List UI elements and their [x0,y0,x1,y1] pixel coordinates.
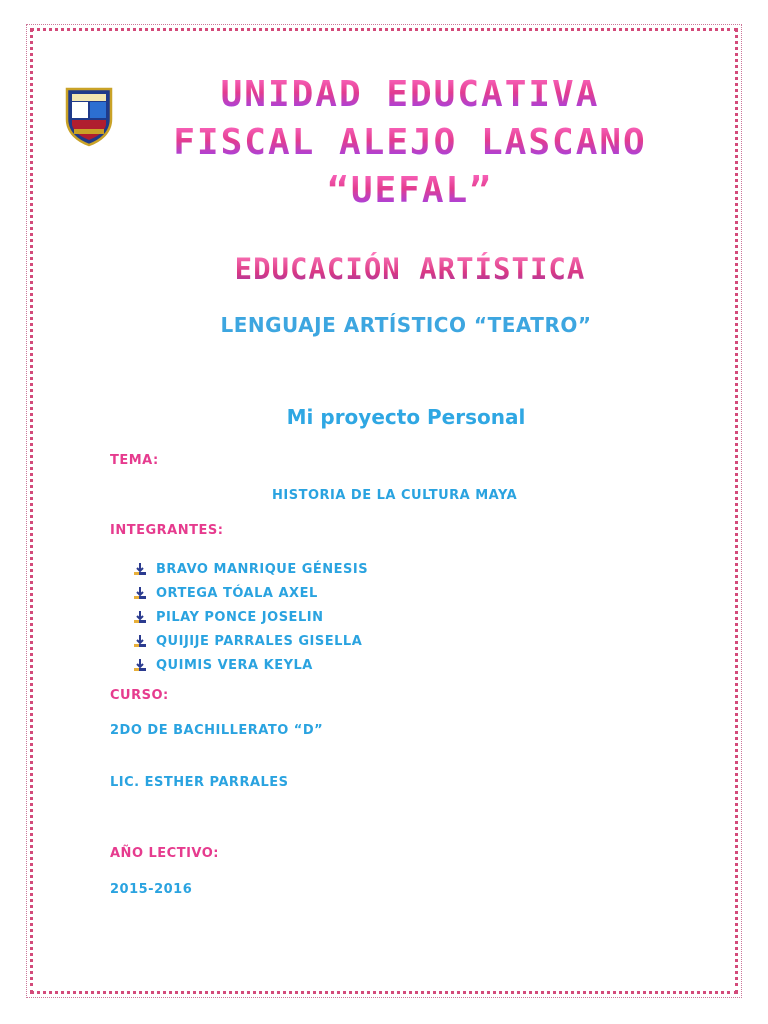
list-item [132,605,368,629]
school-name-line1: UNIDAD EDUCATIVA [120,74,700,115]
tema-value: HISTORIA DE LA CULTURA MAYA [272,488,518,503]
member-name: BRAVO MANRIQUE GÉNESIS [156,561,369,577]
teacher-name: LIC. ESTHER PARRALES [110,775,289,790]
school-shield-icon [64,85,114,147]
arrow-bullet-icon [132,657,148,673]
subject-title: EDUCACIÓN ARTÍSTICA [160,252,660,286]
school-name-line2: FISCAL ALEJO LASCANO [120,122,700,163]
list-item [132,653,368,677]
anio-value: 2015-2016 [110,882,193,897]
curso-label: CURSO: [110,688,169,703]
list-item [132,629,368,653]
member-name: QUIJIJE PARRALES GISELLA [156,633,363,649]
school-acronym: “UEFAL” [120,170,700,211]
project-heading: Mi proyecto Personal [286,405,526,429]
anio-label: AÑO LECTIVO: [110,846,220,861]
member-name: PILAY PONCE JOSELIN [156,609,324,625]
arrow-bullet-icon [132,609,148,625]
arrow-bullet-icon [132,561,148,577]
curso-value: 2DO DE BACHILLERATO “D” [110,723,324,738]
subject-subtitle: LENGUAJE ARTÍSTICO “TEATRO” [220,313,592,337]
members-list [132,557,368,677]
arrow-bullet-icon [132,633,148,649]
list-item [132,581,368,605]
member-name: QUIMIS VERA KEYLA [156,657,313,673]
arrow-bullet-icon [132,585,148,601]
integrantes-label: INTEGRANTES: [110,523,224,538]
member-name: ORTEGA TÓALA AXEL [156,585,318,601]
list-item [132,557,368,581]
tema-label: TEMA: [110,453,159,468]
